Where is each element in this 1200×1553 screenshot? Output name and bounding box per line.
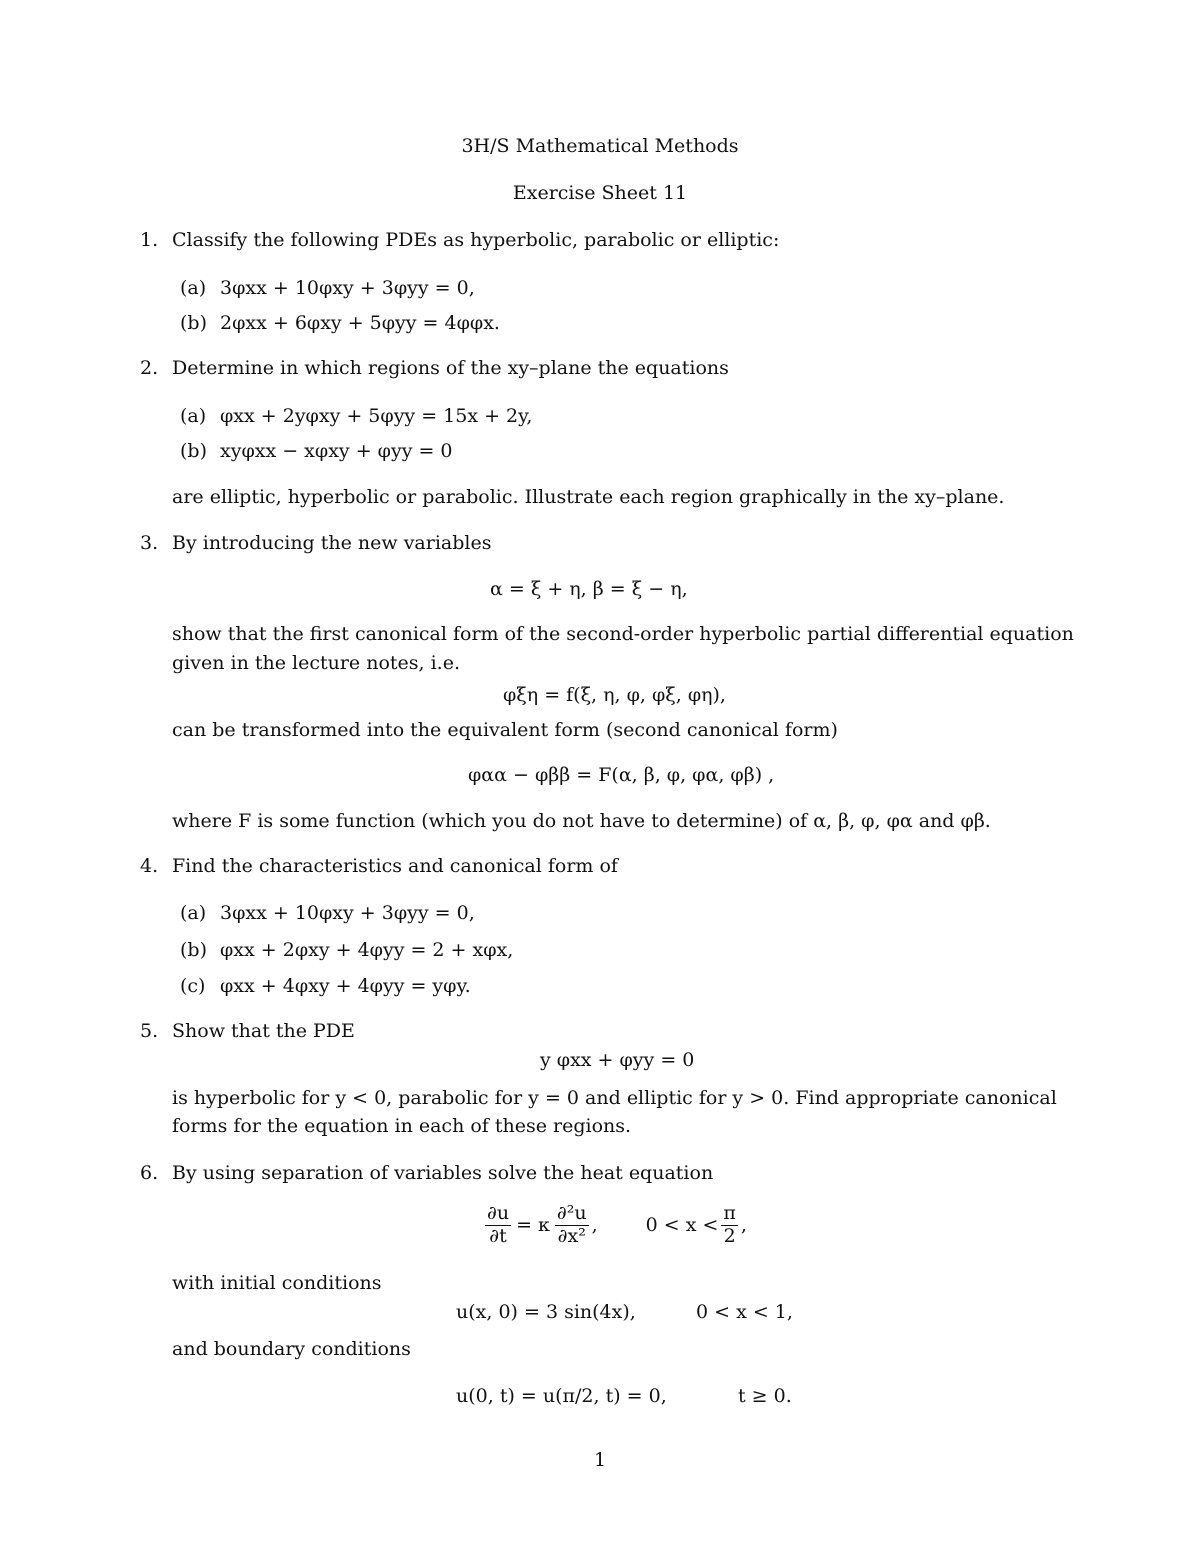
q6-boundary-condition-range: t ≥ 0. <box>738 1385 792 1407</box>
pi-numerator: π <box>723 1202 736 1224</box>
du-dt-numerator: ∂u <box>487 1202 510 1224</box>
q5-number: 5. <box>140 1020 159 1042</box>
du-dt-fraction <box>485 1203 511 1248</box>
pi-over-2-fraction <box>721 1203 738 1248</box>
q4-a-label: (a) <box>180 902 207 924</box>
q4-c-label: (c) <box>180 975 206 997</box>
q5-line-3: forms for the equation in each of these regions. <box>172 1115 632 1137</box>
q6-number: 6. <box>140 1162 159 1184</box>
q4-c-equation: φxx + 4φxy + 4φyy = yφy. <box>220 975 471 997</box>
q6-text: By using separation of variables solve the heat equation <box>172 1162 714 1184</box>
heat-eq-range-comma: , <box>740 1213 747 1236</box>
q1-a-label: (a) <box>180 277 207 299</box>
d2u-dx2-fraction <box>555 1203 589 1248</box>
q1-b-equation: 2φxx + 6φxy + 5φyy = 4φφx. <box>220 312 500 334</box>
sheet-title: Exercise Sheet 11 <box>512 182 688 204</box>
q1-b-label: (b) <box>180 312 207 334</box>
q3-variables-equation: α = ξ + η, β = ξ − η, <box>490 578 688 600</box>
q3-line-5: where F is some function (which you do not have to determine) of α, β, φ, φα and φβ. <box>172 810 991 832</box>
q2-b-equation: xyφxx − xφxy + φyy = 0 <box>220 440 453 462</box>
q6-initial-condition-equation: u(x, 0) = 3 sin(4x), <box>456 1301 636 1323</box>
heat-eq-comma: , <box>591 1213 598 1236</box>
q3-line-4: can be transformed into the equivalent form (second canonical form) <box>172 719 838 741</box>
q5-equation: y φxx + φyy = 0 <box>540 1049 695 1071</box>
document-title: 3H/S Mathematical Methods <box>461 135 739 157</box>
q3-number: 3. <box>140 532 159 554</box>
q4-b-equation: φxx + 2φxy + 4φyy = 2 + xφx, <box>220 939 514 961</box>
equals-kappa: = κ <box>516 1213 550 1236</box>
q2-a-equation: φxx + 2yφxy + 5φyy = 15x + 2y, <box>220 405 533 427</box>
q1-number: 1. <box>140 229 159 251</box>
q4-text: Find the characteristics and canonical form of <box>172 855 618 877</box>
q6-heat-equation <box>482 1203 747 1248</box>
q5-text: Show that the PDE <box>172 1020 355 1042</box>
q4-a-equation: 3φxx + 10φxy + 3φyy = 0, <box>220 902 475 924</box>
q3-text: By introducing the new variables <box>172 532 492 554</box>
q4-number: 4. <box>140 855 159 877</box>
d2u-dx2-numerator: ∂²u <box>556 1202 587 1224</box>
q6-boundary-conditions-text: and boundary conditions <box>172 1338 411 1360</box>
q3-first-canonical-equation: φξη = f(ξ, η, φ, φξ, φη), <box>503 684 726 706</box>
heat-eq-range: 0 < x < <box>645 1213 719 1236</box>
q1-a-equation: 3φxx + 10φxy + 3φyy = 0, <box>220 277 475 299</box>
q2-a-label: (a) <box>180 405 207 427</box>
q2-number: 2. <box>140 357 159 379</box>
q6-initial-condition-range: 0 < x < 1, <box>696 1301 793 1323</box>
q6-initial-conditions-text: with initial conditions <box>172 1272 382 1294</box>
d2u-dx2-denominator: ∂x² <box>557 1224 586 1247</box>
q3-line-2: show that the first canonical form of the second-order hyperbolic partial differential equation <box>172 623 1074 645</box>
q2-b-label: (b) <box>180 440 207 462</box>
q2-text: Determine in which regions of the xy–plane the equations <box>172 357 729 379</box>
q1-text: Classify the following PDEs as hyperbolic, parabolic or elliptic: <box>172 229 780 251</box>
page-number: 1 <box>593 1449 607 1471</box>
q5-line-2: is hyperbolic for y < 0, parabolic for y = 0 and elliptic for y > 0. Find appropriate canonical <box>172 1087 1057 1109</box>
q4-b-label: (b) <box>180 939 207 961</box>
two-denominator: 2 <box>723 1224 736 1247</box>
q2-after-text: are elliptic, hyperbolic or parabolic. Illustrate each region graphically in the xy–plane. <box>172 486 1005 508</box>
du-dt-denominator: ∂t <box>489 1224 507 1247</box>
q6-boundary-condition-equation: u(0, t) = u(π/2, t) = 0, <box>456 1385 667 1407</box>
q3-line-3: given in the lecture notes, i.e. <box>172 652 460 674</box>
q3-second-canonical-equation: φαα − φββ = F(α, β, φ, φα, φβ) , <box>468 764 775 786</box>
